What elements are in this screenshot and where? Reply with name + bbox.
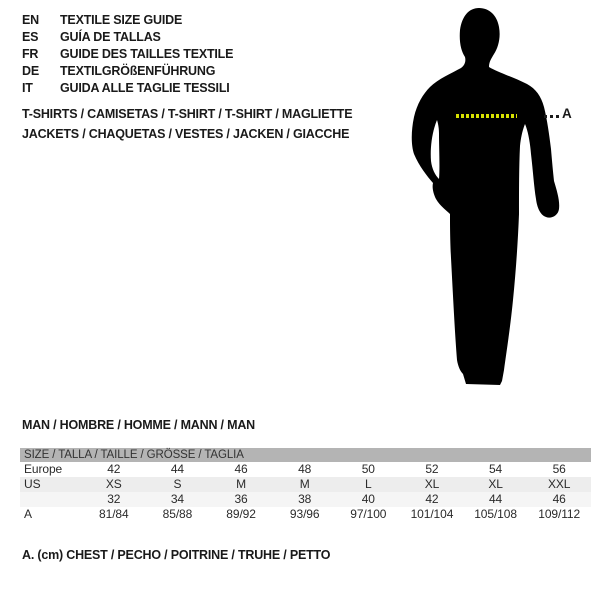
language-code: EN: [22, 13, 39, 27]
size-cell: 81/84: [99, 507, 129, 521]
table-row-uk: [20, 492, 591, 507]
size-cell: M: [236, 477, 247, 491]
table-row-chest-a: [20, 507, 591, 522]
measure-pointer-line: [544, 115, 560, 118]
size-cell: 105/108: [474, 507, 517, 521]
category-line-jackets: JACKETS / CHAQUETAS / VESTES / JACKEN / GIACCHE: [22, 127, 350, 141]
size-cell: 46: [234, 462, 248, 476]
size-cell: 97/100: [350, 507, 387, 521]
measure-label-a: A: [562, 106, 572, 121]
size-cell: XS: [105, 477, 122, 491]
size-cell: 46: [552, 492, 566, 506]
language-row-fr: [22, 46, 233, 63]
size-cell: 44: [170, 462, 185, 476]
size-cell: 44: [488, 492, 503, 506]
language-title: GUÍA DE TALLAS: [60, 30, 161, 44]
size-cell: 101/104: [410, 507, 454, 521]
size-cell: 89/92: [226, 507, 256, 521]
language-title: GUIDA ALLE TAGLIE TESSILI: [60, 81, 230, 95]
size-cell: 34: [170, 492, 185, 506]
language-code: ES: [22, 30, 39, 44]
language-title: TEXTILGRÖßENFÜHRUNG: [60, 64, 216, 78]
language-code: FR: [22, 47, 39, 61]
size-cell: 56: [552, 462, 566, 476]
section-title-man: MAN / HOMBRE / HOMME / MANN / MAN: [22, 418, 255, 432]
language-title: TEXTILE SIZE GUIDE: [60, 13, 183, 27]
size-cell: 50: [361, 462, 375, 476]
size-cell: S: [173, 477, 182, 491]
size-cell: 48: [298, 462, 312, 476]
table-row-europe: [20, 462, 591, 477]
language-row-it: [22, 80, 233, 97]
language-row-de: [22, 63, 233, 80]
row-label: Europe: [24, 462, 63, 476]
row-label: US: [24, 477, 41, 491]
size-cell: 32: [107, 492, 121, 506]
size-cell: XL: [424, 477, 440, 491]
row-label: A: [24, 507, 32, 521]
language-code: DE: [22, 64, 39, 78]
size-cell: 36: [234, 492, 248, 506]
size-table-header: SIZE / TALLA / TAILLE / GRÖSSE / TAGLIA: [20, 448, 591, 462]
language-title: GUIDE DES TAILLES TEXTILE: [60, 47, 234, 61]
measurement-footnote: A. (cm) CHEST / PECHO / POITRINE / TRUHE / PETTO: [22, 548, 331, 562]
size-cell: 54: [488, 462, 503, 476]
size-cell: 42: [107, 462, 121, 476]
table-row-us: [20, 477, 591, 492]
size-cell: 93/96: [289, 507, 320, 521]
size-cell: 109/112: [538, 507, 581, 521]
language-code: IT: [22, 81, 33, 95]
size-cell: M: [299, 477, 310, 491]
size-cell: 52: [425, 462, 439, 476]
size-cell: 38: [298, 492, 312, 506]
garment-categories: [22, 104, 352, 144]
chest-measure-line: [456, 114, 517, 118]
size-cell: 42: [425, 492, 439, 506]
size-table: [20, 448, 591, 522]
language-list: [22, 12, 233, 97]
size-cell: XL: [488, 477, 503, 491]
man-silhouette: [405, 0, 580, 400]
size-cell: L: [365, 477, 372, 491]
size-cell: 85/88: [162, 507, 193, 521]
language-row-en: [22, 12, 233, 29]
category-line-tshirts: T-SHIRTS / CAMISETAS / T-SHIRT / T-SHIRT / MAGLIETTE: [22, 107, 353, 121]
language-row-es: [22, 29, 233, 46]
size-cell: 40: [361, 492, 375, 506]
size-cell: XXL: [547, 477, 571, 491]
row-label: [20, 492, 82, 507]
